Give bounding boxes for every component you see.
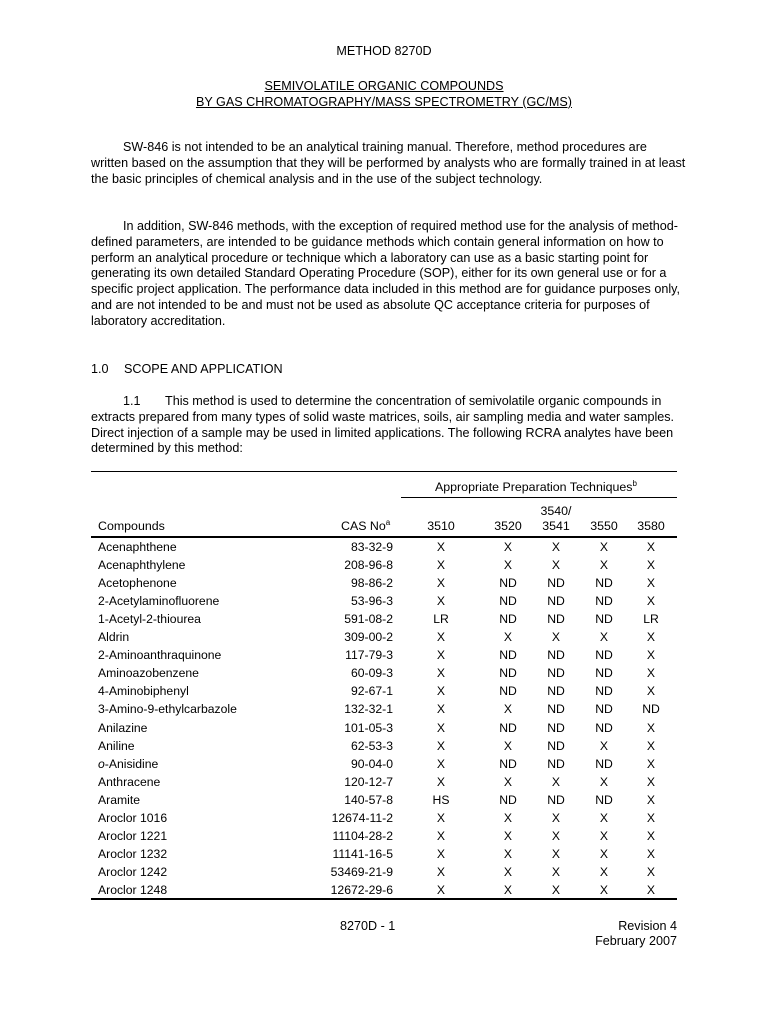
col-header-3550: 3550 [590,519,618,533]
table-row [91,664,677,682]
prep-cell-3580: X [646,720,656,735]
table-row [91,827,677,845]
prep-cell-3520: X [503,738,513,753]
prep-cell-3510: X [436,576,446,591]
cas-number: 11141-16-5 [332,846,393,861]
subsection-1-1: 1.1 This method is used to determine the concentration of semivolatile organic compounds in extracts prepared from many types of solid waste matrices, soils, air sampling media and water samples. Direct injection of a sample may be used in limited applications. The following RCRA analytes have been determined by this method: [91,394,675,456]
prep-cell-3540-3541: X [551,864,561,879]
prep-cell-3520: ND [499,720,517,735]
cas-number: 98-86-2 [350,576,393,591]
prep-cell-3540-3541: ND [547,648,565,663]
compound-name: Aroclor 1016 [98,810,168,825]
compound-name: 4-Aminobiphenyl [98,684,189,699]
prep-cell-3510: X [436,846,446,861]
prep-cell-3510: X [436,756,446,771]
compound-name: Aniline [98,738,135,753]
prep-cell-3550: ND [595,576,613,591]
prep-cell-3520: ND [499,612,517,627]
cas-number: 591-08-2 [344,612,393,627]
prep-cell-3520: ND [499,594,517,609]
cas-number: 12672-29-6 [330,882,393,897]
table-row [91,719,677,737]
prep-cell-3580: X [646,594,656,609]
cas-number: 309-00-2 [344,630,393,645]
prep-cell-3580: X [646,540,656,554]
compound-name: Acetophenone [98,576,177,591]
prep-cell-3540-3541: ND [547,594,565,609]
prep-cell-3520: ND [499,792,517,807]
compound-name: 2-Aminoanthraquinone [98,648,222,663]
table-row [91,610,677,628]
prep-cell-3520: X [503,540,513,554]
cas-number: 83-32-9 [350,540,393,554]
prep-cell-3510: X [436,594,446,609]
cas-number: 53469-21-9 [330,864,393,879]
table-row [91,791,677,809]
prep-cell-3520: X [503,558,513,573]
subsection-number: 1.1 [123,394,141,408]
prep-cell-3520: ND [499,684,517,699]
prep-group-header: Appropriate Preparation Techniques$^b$ [435,478,637,494]
prep-cell-3580: X [646,828,656,843]
prep-cell-3540-3541: ND [547,738,565,753]
prep-cell-3580: X [646,810,656,825]
compound-name: Anthracene [98,774,161,789]
prep-cell-3580: X [646,792,656,807]
table-row [91,538,677,556]
prep-cell-3510: HS [432,792,450,807]
prep-cell-3540-3541: ND [547,684,565,699]
prep-cell-3540-3541: X [551,540,561,554]
prep-cell-3540-3541: ND [547,576,565,591]
prep-cell-3580: X [646,882,656,897]
prep-cell-3520: X [503,774,513,789]
prep-cell-3550: ND [595,612,613,627]
compound-name: Aldrin [98,630,130,645]
col-header-3520: 3520 [494,519,522,533]
prep-cell-3550: ND [595,702,613,717]
prep-cell-3520: ND [499,648,517,663]
prep-cell-3550: ND [595,756,613,771]
prep-cell-3540-3541: X [551,810,561,825]
section-number: 1.0 [91,362,109,376]
prep-cell-3540-3541: X [551,774,561,789]
prep-cell-3540-3541: ND [547,792,565,807]
col-header-cas: CAS No$^a$ [341,517,391,533]
prep-cell-3550: X [599,630,609,645]
table-bottom-rule [91,898,677,900]
prep-cell-3580: X [646,684,656,699]
prep-cell-3550: X [599,558,609,573]
prep-cell-3510: X [436,828,446,843]
table-top-rule [91,471,677,472]
table-row [91,592,677,610]
prep-cell-3540-3541: X [551,630,561,645]
compound-name: Aroclor 1242 [98,864,168,879]
table-row [91,646,677,664]
prep-cell-3510: X [436,648,446,663]
prep-cell-3550: ND [595,684,613,699]
prep-cell-3510: X [436,540,446,554]
table-row [91,755,677,773]
compound-name: Aroclor 1232 [98,846,168,861]
prep-cell-3540-3541: ND [547,612,565,627]
revision: Revision 4 [618,919,677,933]
prep-cell-3520: X [503,702,513,717]
prep-cell-3510: X [436,684,446,699]
table-row [91,574,677,592]
prep-cell-3510: X [436,774,446,789]
prep-cell-3520: X [503,882,513,897]
prep-cell-3510: X [436,738,446,753]
cas-number: 132-32-1 [344,702,393,717]
compound-name: Acenaphthylene [98,558,186,573]
compound-name: 3-Amino-9-ethylcarbazole [98,702,237,717]
prep-cell-3520: ND [499,666,517,681]
prep-cell-3550: ND [595,594,613,609]
section-heading [91,362,283,377]
prep-cell-3540-3541: ND [547,666,565,681]
cas-number: 117-79-3 [345,648,393,663]
prep-cell-3580: X [646,576,656,591]
prep-cell-3550: ND [595,666,613,681]
intro-paragraph-2: In addition, SW-846 methods, with the exception of required method use for the analysis of method-defined parameters, are intended to be guidance methods which contain general information on how to perform an analytical procedure or technique which a laboratory can use as a basic starting point for generating its own detailed Standard Operating Procedure (SOP), either for its own general use or for a specific project application. The performance data included in this method are for guidance purposes only, and are not intended to be and must not be used as absolute QC acceptance criteria for purposes of laboratory accreditation. [91,219,680,328]
method-number: METHOD 8270D [336,44,432,58]
prep-cell-3580: X [646,558,656,573]
prep-cell-3550: ND [595,648,613,663]
prep-cell-3520: X [503,846,513,861]
prep-cell-3540-3541: X [551,846,561,861]
prep-cell-3510: X [436,558,446,573]
intro-paragraph-1: SW-846 is not intended to be an analytical training manual. Therefore, method procedures are written based on the assumption that they will be performed by analysts who are formally trained in at least the basic principles of chemical analysis and in the use of the subject technology. [91,140,686,186]
table-row [91,881,677,899]
prep-cell-3580: X [646,774,656,789]
prep-cell-3540-3541: X [551,558,561,573]
prep-cell-3510: X [436,810,446,825]
prep-cell-3550: X [599,738,609,753]
prep-cell-3550: X [599,882,609,897]
table-row [91,628,677,646]
title-line-1: SEMIVOLATILE ORGANIC COMPOUNDS [264,79,504,93]
prep-cell-3510: LR [433,612,449,627]
prep-cell-3510: X [436,720,446,735]
cas-number: 90-04-0 [350,756,393,771]
prep-cell-3550: X [599,774,609,789]
cas-number: 11104-28-2 [332,828,393,843]
analyte-table [91,471,677,901]
cas-number: 101-05-3 [344,720,393,735]
table-row [91,773,677,791]
prep-cell-3520: ND [499,576,517,591]
title-line-2: BY GAS CHROMATOGRAPHY/MASS SPECTROMETRY (GC/MS) [195,95,572,109]
compound-name: Aminoazobenzene [98,666,199,681]
prep-cell-3520: X [503,864,513,879]
cas-number: 92-67-1 [350,684,393,699]
compound-name: Aroclor 1221 [98,828,168,843]
prep-cell-3520: X [503,828,513,843]
compound-name: Anilazine [98,720,148,735]
col-header-compounds: Compounds [98,519,165,533]
prep-cell-3510: X [436,882,446,897]
prep-cell-3520: X [503,810,513,825]
cas-number: 62-53-3 [350,738,393,753]
table-row [91,809,677,827]
cas-number: 140-57-8 [344,792,393,807]
prep-cell-3580: X [646,648,656,663]
col-header-3510: 3510 [427,519,455,533]
col-header-3540-3541: 3540/ 3541 [540,504,572,533]
prep-cell-3520: X [503,630,513,645]
prep-cell-3580: X [646,864,656,879]
prep-cell-3550: ND [595,720,613,735]
prep-cell-3520: ND [499,756,517,771]
prep-cell-3510: X [436,630,446,645]
prep-cell-3580: X [646,846,656,861]
col-header-3580: 3580 [637,519,665,533]
table-row [91,863,677,881]
revision-date: February 2007 [595,934,677,948]
prep-cell-3550: X [599,810,609,825]
prep-group-rule [401,497,677,498]
cas-number: 120-12-7 [344,774,393,789]
compound-name: o-Anisidine [98,756,159,771]
compound-name: 2-Acetylaminofluorene [98,594,220,609]
prep-cell-3510: X [436,666,446,681]
table-row [91,845,677,863]
prep-cell-3580: X [646,666,656,681]
prep-cell-3510: X [436,702,446,717]
table-row [91,556,677,574]
prep-cell-3580: LR [643,612,659,627]
prep-cell-3550: X [599,846,609,861]
section-title: SCOPE AND APPLICATION [124,362,283,376]
prep-cell-3540-3541: ND [547,756,565,771]
cas-number: 12674-11-2 [331,810,393,825]
compound-name: 1-Acetyl-2-thiourea [98,612,201,627]
prep-cell-3580: ND [642,702,660,717]
prep-cell-3550: X [599,540,609,554]
prep-cell-3540-3541: ND [547,720,565,735]
table-row [91,682,677,700]
compound-name: Acenaphthene [98,540,177,554]
prep-cell-3550: X [599,864,609,879]
cas-number: 53-96-3 [350,594,393,609]
compound-name: Aroclor 1248 [98,882,168,897]
prep-cell-3510: X [436,864,446,879]
cas-number: 208-96-8 [344,558,393,573]
prep-cell-3540-3541: X [551,882,561,897]
prep-cell-3540-3541: ND [547,702,565,717]
prep-cell-3580: X [646,738,656,753]
table-row [91,700,677,718]
page-number: 8270D - 1 [340,919,396,933]
prep-cell-3580: X [646,630,656,645]
prep-cell-3550: X [599,828,609,843]
table-row [91,737,677,755]
prep-cell-3580: X [646,756,656,771]
compound-name: Aramite [98,792,140,807]
cas-number: 60-09-3 [350,666,393,681]
prep-cell-3550: ND [595,792,613,807]
prep-cell-3540-3541: X [551,828,561,843]
